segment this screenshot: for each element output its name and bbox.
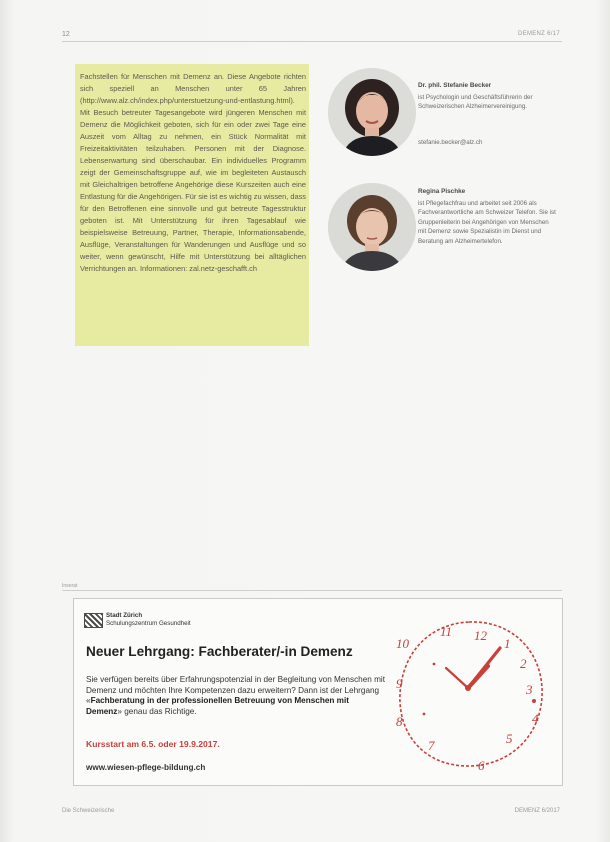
magazine-name: DEMENZ 6/17 — [518, 31, 560, 37]
portrait-photo-icon — [328, 68, 416, 156]
portrait-regina-pischke — [328, 183, 416, 271]
clock-number-3: 3 — [526, 682, 533, 697]
org-name: Stadt Zürich — [106, 612, 143, 619]
bio-text: ist Psychologin und Geschäftsführerin der Schweizerischen Alzheimervereinigung. — [418, 93, 533, 111]
hand-drawn-clock-icon — [384, 608, 554, 778]
ad-organization — [106, 612, 191, 628]
ad-body-part1: Sie verfügen bereits über Erfahrungspotenzial in der Begleitung von Menschen mit Demenz und möchten Ihre Kompetenzen dazu erweitern? Dann ist der Lehrgang « — [86, 675, 386, 706]
bio-stefanie-becker — [418, 81, 558, 112]
clock-number-1: 1 — [504, 636, 511, 651]
ad-body-bold: Fachberatung in der professionellen Betreuung von Menschen mit Demenz — [86, 696, 349, 716]
ad-body — [86, 675, 386, 717]
clock-number-12: 12 — [474, 628, 487, 643]
bio-name: Dr. phil. Stefanie Becker — [418, 82, 492, 89]
page-number: 12 — [62, 31, 70, 38]
ad-headline: Neuer Lehrgang: Fachberater/-in Demenz — [86, 644, 353, 659]
ad-course-date: Kursstart am 6.5. oder 19.9.2017. — [86, 739, 220, 749]
org-department: Schulungszentrum Gesundheit — [106, 620, 191, 627]
portrait-photo-icon — [328, 183, 416, 271]
ad-tag: Inserat — [62, 583, 80, 589]
portrait-stefanie-becker — [328, 68, 416, 156]
clock-number-7: 7 — [428, 738, 435, 753]
clock-number-9: 9 — [396, 676, 403, 691]
ad-url[interactable]: www.wiesen-pflege-bildung.ch — [86, 763, 206, 772]
bio-name: Regina Pischke — [418, 188, 466, 195]
header-rule — [62, 41, 562, 42]
footer-left: Die Schweizerische — [62, 808, 115, 814]
clock-number-6: 6 — [478, 758, 485, 773]
article-paragraph: Mit Besuch betreuter Tagesangebote wird jüngeren Menschen mit Demenz die Möglichkeit geboten, sich für ein oder zwei Tage eine Auszeit vom Alltag zu nehmen, ein Stück Normalität mit Freizeitaktivitäten teilzuhaben. Personen mit der Diagnose. Lebenserwartung sind überschaubar. Ein individuelles Programm zeigt der Gemeinschaftsgruppe auf, wie im begleiteten Austausch mit Gleichaltrigen betroffene Angehörige diese Kurszeiten auch eine Entlastung für die Angehörigen. Für sie ist es wichtig zu wissen, dass für den Betroffenen eine sinnvolle und gut betreute Tagesstruktur geboten ist. Mit Unterstützung für ihren Tagesablauf wie beispielsweise Betreuung, Partner, Therapie, Informationsabende, Ausflüge, Veranstaltungen für Wanderungen und Ausflüge und so weiter, wenn gewünscht, Hilfe mit Unterstützung bei alltäglichen Verrichtungen an. Informationen: zal.netz-geschafft.ch — [80, 108, 306, 273]
clock-number-4: 4 — [532, 711, 539, 726]
clock-number-2: 2 — [520, 656, 527, 671]
bio-regina-pischke — [418, 187, 558, 247]
clock-number-10: 10 — [396, 636, 409, 651]
bio-email[interactable]: stefanie.becker@alz.ch — [418, 139, 483, 146]
article-text — [80, 71, 306, 275]
city-logo-icon — [84, 613, 103, 628]
clock-number-5: 5 — [506, 731, 513, 746]
ad-rule — [62, 590, 562, 591]
ad-body-part2: » genau das Richtige. — [117, 706, 197, 716]
clock-number-11: 11 — [440, 624, 453, 639]
footer-right: DEMENZ 6/2017 — [514, 808, 560, 814]
clock-number-8: 8 — [396, 714, 403, 729]
article-paragraph: Fachstellen für Menschen mit Demenz an. Diese Angebote richten sich speziell an Menschen unter 65 Jahren (http://www.alz.ch/index.php/unterstuetzung-und-entlastung.html). — [80, 72, 306, 105]
bio-text: ist Pflegefachfrau und arbeitet seit 2006 als Fachverantwortliche am Schweizer Telefon. Sie ist Gruppenleiterin bei Angehörigen von Menschen mit Demenz sowie Spezialistin im Dienst und Beratung am Alzheimertelefon. — [418, 199, 556, 245]
